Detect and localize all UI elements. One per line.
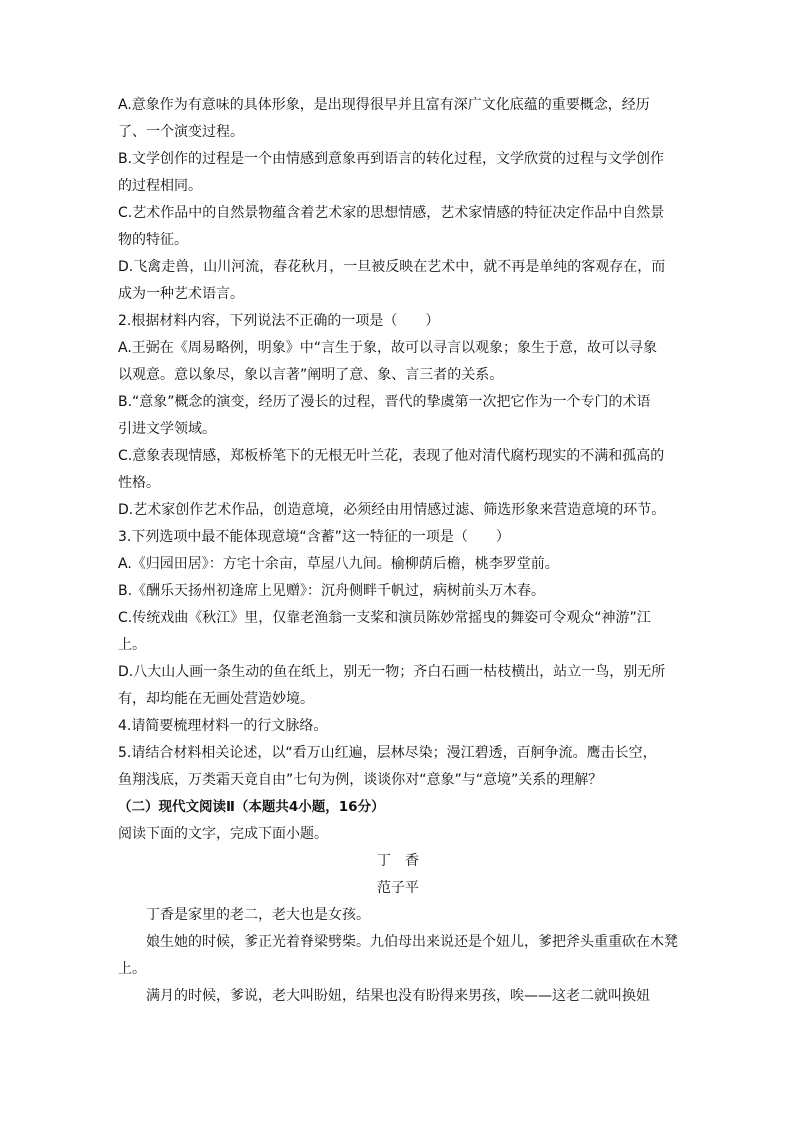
option-2b — [118, 389, 678, 443]
option-1a — [118, 92, 678, 146]
text-line: D.飞禽走兽，山川河流，春花秋月，一旦被反映在艺术中，就不再是单纯的客观存在，而 — [118, 259, 666, 275]
story-paragraph-2 — [118, 929, 678, 983]
text-line: A.意象作为有意味的具体形象，是出现得很早并且富有深广文化底蕴的重要概念，经历 — [118, 97, 650, 113]
text-line: 满月的时候，爹说，老大叫盼妞，结果也没有盼得来男孩，唉——这老二就叫换妞 — [146, 988, 650, 1004]
text-line: 引进文学领域。 — [118, 421, 216, 437]
option-3c — [118, 605, 678, 659]
text-line: 的过程相同。 — [118, 178, 202, 194]
text-line: D.八大山人画一条生动的鱼在纸上，别无一物；齐白石画一枯枝横出，站立一鸟，别无所 — [118, 664, 666, 680]
text-line: B.“意象”概念的演变，经历了漫长的过程，晋代的挚虞第一次把它作为一个专门的术语 — [118, 394, 651, 410]
text-line: 5.请结合材料相关论述，以“看万山红遍，层林尽染；漫江碧透，百舸争流。鹰击长空， — [118, 745, 657, 761]
text-line: 凳上。 — [118, 934, 678, 977]
text-line: D.艺术家创作艺术作品，创造意境，必须经由用情感过滤、筛选形象来营造意境的环节。 — [118, 502, 666, 518]
text-line: B.文学创作的过程是一个由情感到意象再到语言的转化过程，文学欣赏的过程与文学创作 — [118, 151, 665, 167]
story-paragraph-3 — [118, 983, 678, 1010]
option-3b — [118, 578, 678, 605]
story-author: 范子平 — [377, 880, 419, 896]
text-line: C.意象表现情感，郑板桥笔下的无根无叶兰花，表现了他对清代腐朽现实的不满和孤高的 — [118, 448, 665, 464]
option-3a — [118, 551, 678, 578]
option-1c — [118, 200, 678, 254]
option-1d — [118, 254, 678, 308]
text-line: 3.下列选项中最不能体现意境“含蓄”这一特征的一项是（ ） — [118, 529, 510, 545]
story-paragraph-1 — [118, 902, 678, 929]
question-5 — [118, 740, 678, 794]
text-line: A.《归园田居》：方宅十余亩，草屋八九间。榆柳荫后檐，桃李罗堂前。 — [118, 556, 559, 572]
option-2c — [118, 443, 678, 497]
story-title: 丁 香 — [377, 853, 419, 869]
text-line: A.王弼在《周易略例，明象》中“言生于象，故可以寻言以观象；象生于意，故可以寻象 — [118, 340, 658, 356]
text-line: 4.请简要梳理材料一的行文脉络。 — [118, 718, 328, 734]
question-4 — [118, 713, 678, 740]
text-line: 娘生她的时候，爹正光着脊梁劈柴。九伯母出来说还是个妞儿，爹把斧头重重砍在木 — [146, 934, 664, 950]
text-line: 上。 — [118, 637, 146, 653]
text-line: C.艺术作品中的自然景物蕴含着艺术家的思想情感，艺术家情感的特征决定作品中自然景 — [118, 205, 665, 221]
question-3 — [118, 524, 678, 551]
section-heading: （二）现代文阅读Ⅱ（本题共4小题，16分） — [118, 799, 385, 815]
option-2a — [118, 335, 678, 389]
text-line: 鱼翔浅底，万类霜天竟自由”七句为例，谈谈你对“意象”与“意境”关系的理解？ — [118, 772, 603, 788]
option-2d — [118, 497, 678, 524]
text-line: 性格。 — [118, 475, 160, 491]
text-line: 丁香是家里的老二，老大也是女孩。 — [146, 907, 370, 923]
text-line: B.《酬乐天扬州初逢席上见赠》：沉舟侧畔千帆过，病树前头万木春。 — [118, 583, 546, 599]
text-line: 2.根据材料内容，下列说法不正确的一项是（ ） — [118, 313, 440, 329]
option-3d — [118, 659, 678, 713]
text-line: C.传统戏曲《秋江》里，仅靠老渔翁一支桨和演员陈妙常摇曳的舞姿可令观众“神游”江 — [118, 610, 651, 626]
text-line: 以观意。意以象尽，象以言著”阐明了意、象、言三者的关系。 — [118, 367, 504, 383]
option-1b — [118, 146, 678, 200]
text-line: 了、一个演变过程。 — [118, 124, 244, 140]
text-line: 有，却均能在无画处营造妙境。 — [118, 691, 314, 707]
question-2 — [118, 308, 678, 335]
text-line: 物的特征。 — [118, 232, 188, 248]
reading-instruction: 阅读下面的文字，完成下面小题。 — [118, 826, 328, 842]
document-body — [118, 92, 678, 1010]
text-line: 成为一种艺术语言。 — [118, 286, 244, 302]
